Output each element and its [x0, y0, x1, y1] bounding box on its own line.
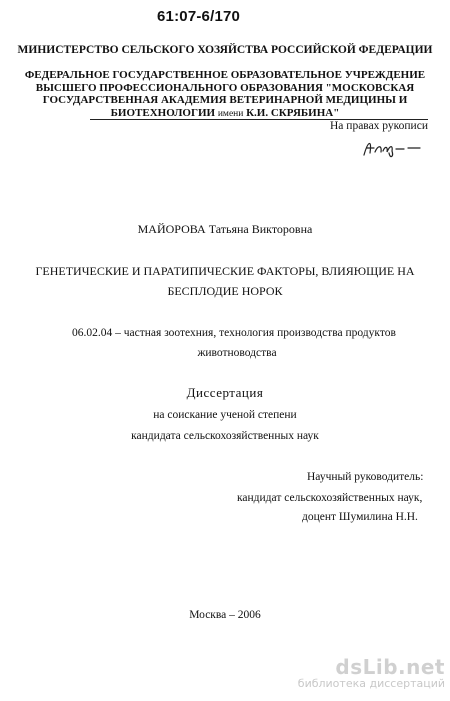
reference-code: 61:07-6/170 [157, 8, 241, 25]
degree-line-1: на соискание ученой степени [153, 409, 297, 421]
institution-line-4-a: БИОТЕХНОЛОГИИ [110, 106, 218, 119]
institution-line-2: ВЫСШЕГО ПРОФЕССИОНАЛЬНОГО ОБРАЗОВАНИЯ "МОСКОВСКАЯ [35, 81, 415, 94]
degree-line-2: кандидата сельскохозяйственных наук [131, 430, 319, 442]
author-name [0, 222, 450, 237]
specialty-line-1: 06.02.04 – частная зоотехния, технология производства продуктов [72, 327, 396, 339]
institution-line-4 [0, 107, 450, 121]
specialty [72, 323, 402, 363]
watermark-logo: dsLib.net [335, 655, 445, 679]
watermark-subtitle: библиотека диссертаций [297, 677, 445, 690]
manuscript-rights: На правах рукописи [330, 120, 428, 132]
dissertation-word: Диссертация [186, 385, 264, 400]
title-line-1: ГЕНЕТИЧЕСКИЕ И ПАРАТИПИЧЕСКИЕ ФАКТОРЫ, ВЛИЯЮЩИЕ НА [35, 264, 415, 278]
ministry-name: МИНИСТЕРСТВО СЕЛЬСКОГО ХОЗЯЙСТВА РОССИЙСКОЙ ФЕДЕРАЦИИ [17, 44, 433, 56]
handwritten-signature [360, 137, 430, 159]
author-surname: МАЙОРОВА [137, 222, 206, 236]
institution-line-3: ГОСУДАРСТВЕННАЯ АКАДЕМИЯ ВЕТЕРИНАРНОЙ МЕДИЦИНЫ И [42, 94, 408, 106]
supervisor-name: доцент Шумилина Н.Н. [302, 511, 418, 523]
watermark [265, 655, 445, 690]
place-year: Москва – 2006 [189, 609, 261, 621]
institution-line-4-b: имени [217, 108, 244, 119]
institution-name [0, 69, 450, 120]
supervisor-label: Научный руководитель: [307, 471, 424, 483]
institution-line-4-c: К.И. СКРЯБИНА" [243, 106, 340, 119]
specialty-line-2: животноводства [197, 347, 277, 359]
author-given-names: Татьяна Викторовна [208, 222, 313, 236]
dissertation-title [0, 261, 450, 301]
institution-line-1: ФЕДЕРАЛЬНОЕ ГОСУДАРСТВЕННОЕ ОБРАЗОВАТЕЛЬНОЕ УЧРЕЖДЕНИЕ [24, 69, 426, 81]
title-line-2: БЕСПЛОДИЕ НОРОК [167, 284, 283, 298]
supervisor-degree: кандидат сельскохозяйственных наук, [237, 492, 423, 504]
